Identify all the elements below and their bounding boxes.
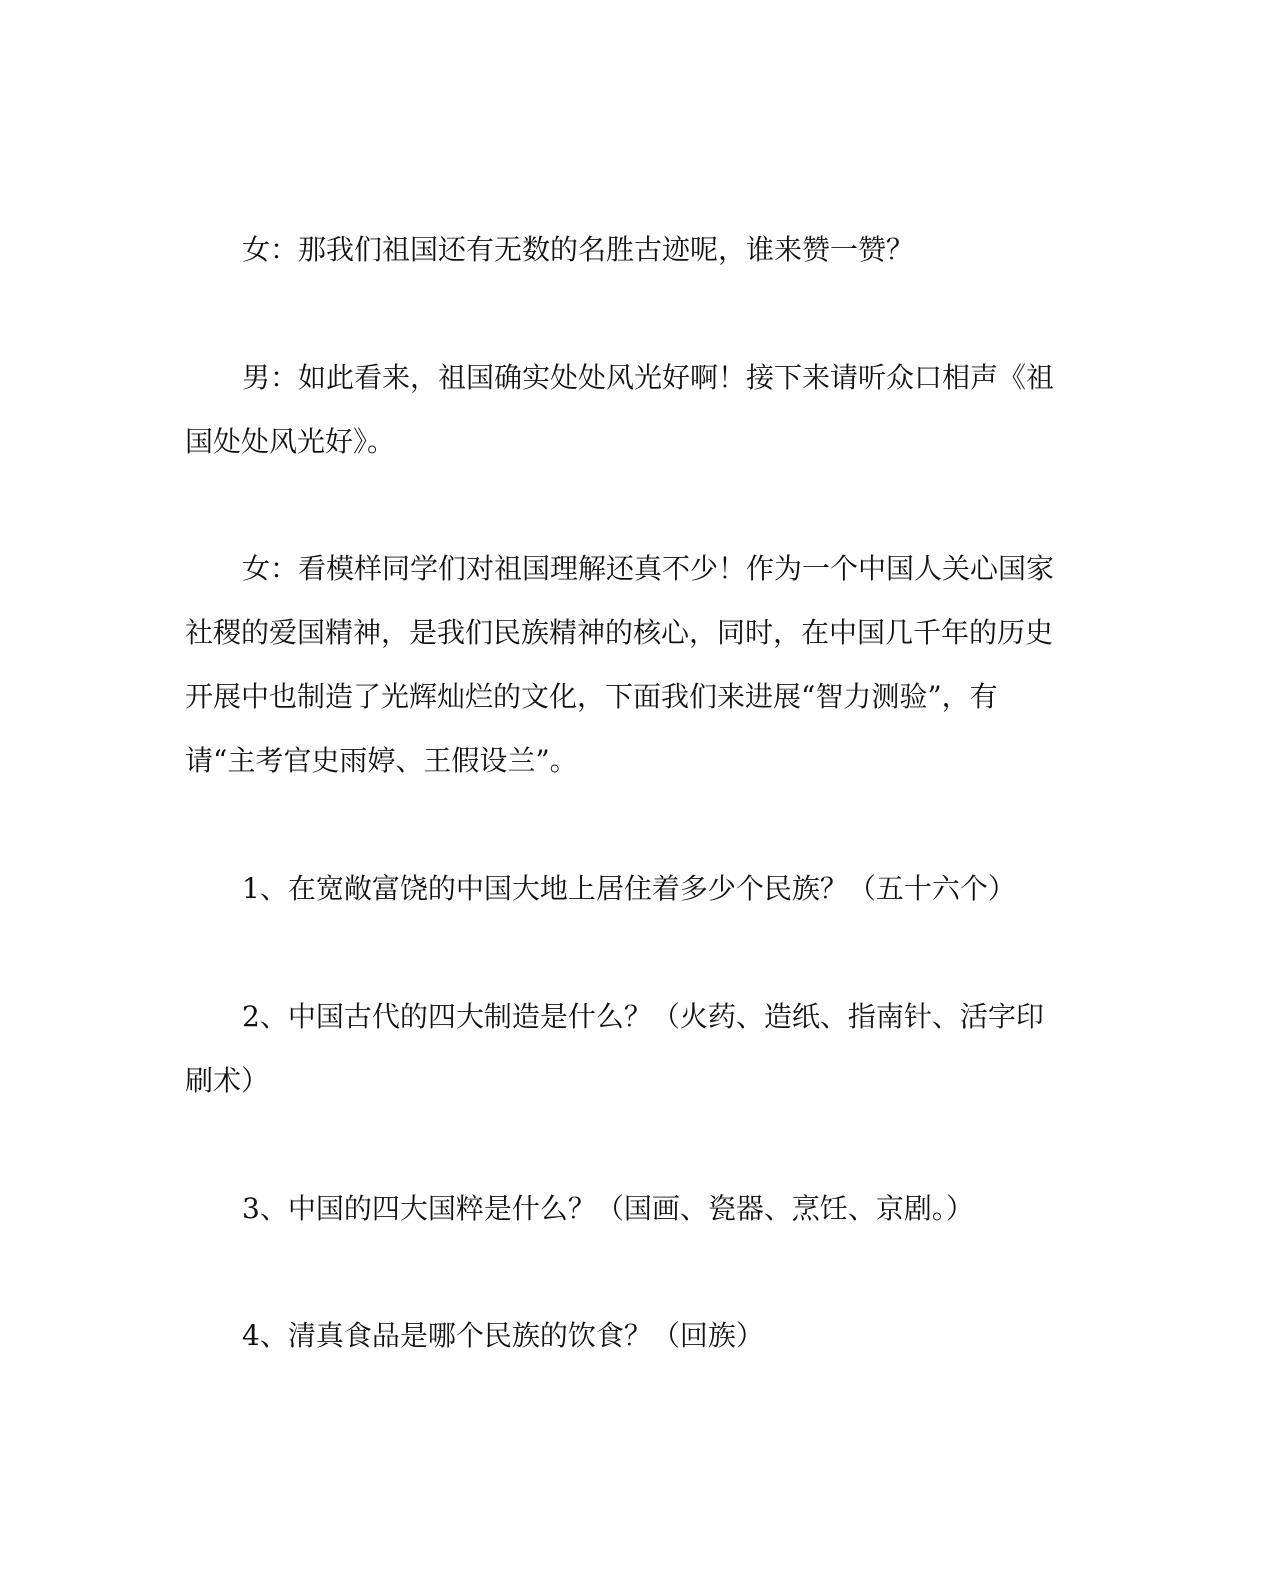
quiz-question-3: 3、中国的四大国粹是什么？（国画、瓷器、烹饪、京剧。）: [242, 1192, 974, 1225]
quiz-question-4: 4、清真食品是哪个民族的饮食？（回族）: [242, 1319, 764, 1352]
quiz-question-1: 1、在宽敞富饶的中国大地上居住着多少个民族？（五十六个）: [242, 872, 1016, 905]
quiz-question-2: 2、中国古代的四大制造是什么？（火药、造纸、指南针、活字印刷术）: [185, 1000, 1044, 1097]
dialogue-paragraph-female-2: 女：看模样同学们对祖国理解还真不少！作为一个中国人关心国家社稷的爱国精神，是我们民族精神的核心，同时，在中国几千年的历史开展中也制造了光辉灿烂的文化，下面我们来进展“智力测验”，有请“主考官史雨婷、王假设兰”。: [185, 552, 1055, 777]
dialogue-paragraph-male-1: 男：如此看来，祖国确实处处风光好啊！接下来请听众口相声《祖国处处风光好》。: [185, 361, 1055, 458]
dialogue-paragraph-female-1: 女：那我们祖国还有无数的名胜古迹呢，谁来赞一赞？: [242, 233, 915, 266]
